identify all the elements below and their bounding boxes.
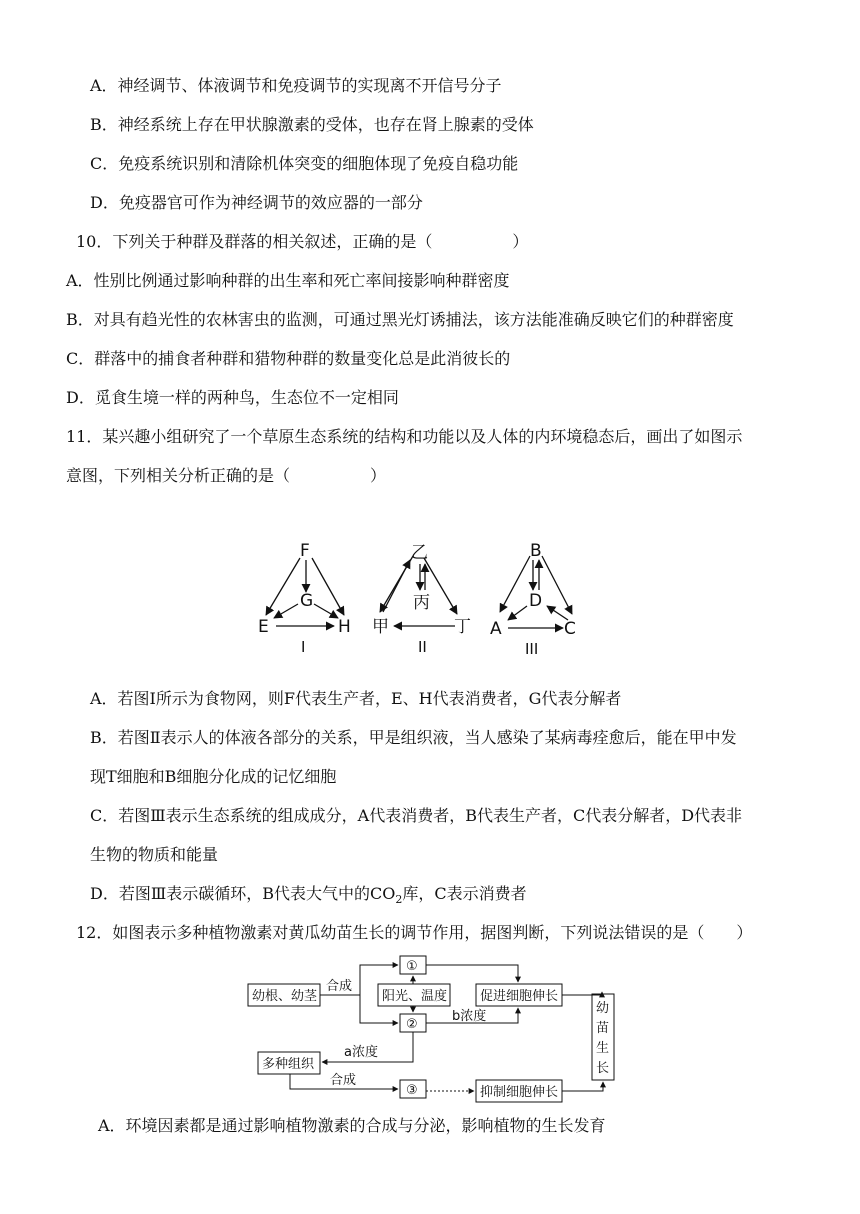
flow-hormone-3: ③ <box>406 1083 418 1098</box>
fig1-left-label: E <box>258 617 269 637</box>
q11-option-d-pre: D．若图Ⅲ表示碳循环，B代表大气中的CO <box>90 884 396 903</box>
flow-b-concentration: b浓度 <box>452 1009 487 1024</box>
fig1-middle-label: G <box>300 591 314 611</box>
fig2-middle-label: 丙 <box>413 593 430 613</box>
fig2-roman-label: II <box>418 638 427 656</box>
flow-tissues: 多种组织 <box>262 1057 315 1072</box>
flow-hormone-1: ① <box>406 959 418 974</box>
q10-option-c: C．群落中的捕食者种群和猎物种群的数量变化总是此消彼长的 <box>66 349 511 368</box>
q11-option-d <box>90 883 527 911</box>
q9-option-b: B．神经系统上存在甲状腺激素的受体，也存在肾上腺素的受体 <box>90 115 534 134</box>
flow-a-concentration: a浓度 <box>344 1045 378 1060</box>
q11-option-b-line2: 现T细胞和B细胞分化成的记忆细胞 <box>90 767 337 786</box>
fig1-top-label: F <box>300 541 310 561</box>
q11-option-c-line2: 生物的物质和能量 <box>90 845 219 864</box>
fig3-middle-label: D <box>529 591 543 611</box>
q10-stem: 10．下列关于种群及群落的相关叙述，正确的是（ ） <box>76 232 529 251</box>
fig2-left-label: 甲 <box>372 617 389 637</box>
flow-seedling-char-2: 苗 <box>596 1021 610 1036</box>
flow-inhibit-elongation: 抑制细胞伸长 <box>480 1085 559 1100</box>
fig3-left-label: A <box>490 619 502 639</box>
q9-option-a: A．神经调节、体液调节和免疫调节的实现离不开信号分子 <box>90 76 502 95</box>
flow-seedling-char-3: 生 <box>596 1041 610 1056</box>
flow-light-temp: 阳光、温度 <box>382 989 448 1004</box>
q11-option-a: A．若图Ⅰ所示为食物网，则F代表生产者，E、H代表消费者，G代表分解者 <box>90 689 622 708</box>
q11-figure <box>250 540 600 660</box>
q9-option-d: D．免疫器官可作为神经调节的效应器的一部分 <box>90 193 423 212</box>
fig2-right-label: 丁 <box>454 617 471 637</box>
flow-synth-label-1: 合成 <box>326 979 353 994</box>
q11-option-b-line1: B．若图Ⅱ表示人的体液各部分的关系，甲是组织液，当人感染了某病毒痊愈后，能在甲中发 <box>90 728 737 747</box>
q12-flow-diagram <box>240 950 620 1110</box>
q10-option-a: A．性别比例通过影响种群的出生率和死亡率间接影响种群密度 <box>66 271 510 290</box>
q11-stem-line2: 意图，下列相关分析正确的是（ ） <box>66 466 387 485</box>
flow-promote-elongation: 促进细胞伸长 <box>480 989 559 1004</box>
fig3-right-label: C <box>564 619 576 639</box>
flow-synth-label-2: 合成 <box>330 1073 357 1088</box>
q11-option-c-line1: C．若图Ⅲ表示生态系统的组成成分，A代表消费者，B代表生产者，C代表分解者，D代表非 <box>90 806 743 825</box>
fig1-right-label: H <box>338 617 351 637</box>
q10-option-d: D．觅食生境一样的两种鸟，生态位不一定相同 <box>66 388 399 407</box>
q9-option-c: C．免疫系统识别和清除机体突变的细胞体现了免疫自稳功能 <box>90 154 519 173</box>
q12-stem: 12．如图表示多种植物激素对黄瓜幼苗生长的调节作用，据图判断，下列说法错误的是（ ） <box>76 923 753 942</box>
q11-stem-line1: 11．某兴趣小组研究了一个草原生态系统的结构和功能以及人体的内环境稳态后，画出了如图示 <box>66 427 743 446</box>
q11-option-d-post: 库，C表示消费者 <box>402 884 527 903</box>
fig3-top-label: B <box>530 541 542 561</box>
q11-option-d-sub: 2 <box>395 893 403 907</box>
fig3-roman-label: III <box>525 640 539 658</box>
q10-option-b: B．对具有趋光性的农林害虫的监测，可通过黑光灯诱捕法，该方法能准确反映它们的种群密度 <box>66 310 734 329</box>
flow-seedling-char-4: 长 <box>596 1061 610 1076</box>
q12-option-a: A．环境因素都是通过影响植物激素的合成与分泌，影响植物的生长发育 <box>98 1116 606 1135</box>
fig1-roman-label: I <box>301 638 306 656</box>
flow-seedling-char-1: 幼 <box>596 1001 610 1016</box>
fig2-top-label: 乙 <box>411 543 428 563</box>
flow-root-stem: 幼根、幼茎 <box>252 989 318 1004</box>
flow-hormone-2: ② <box>406 1017 418 1032</box>
